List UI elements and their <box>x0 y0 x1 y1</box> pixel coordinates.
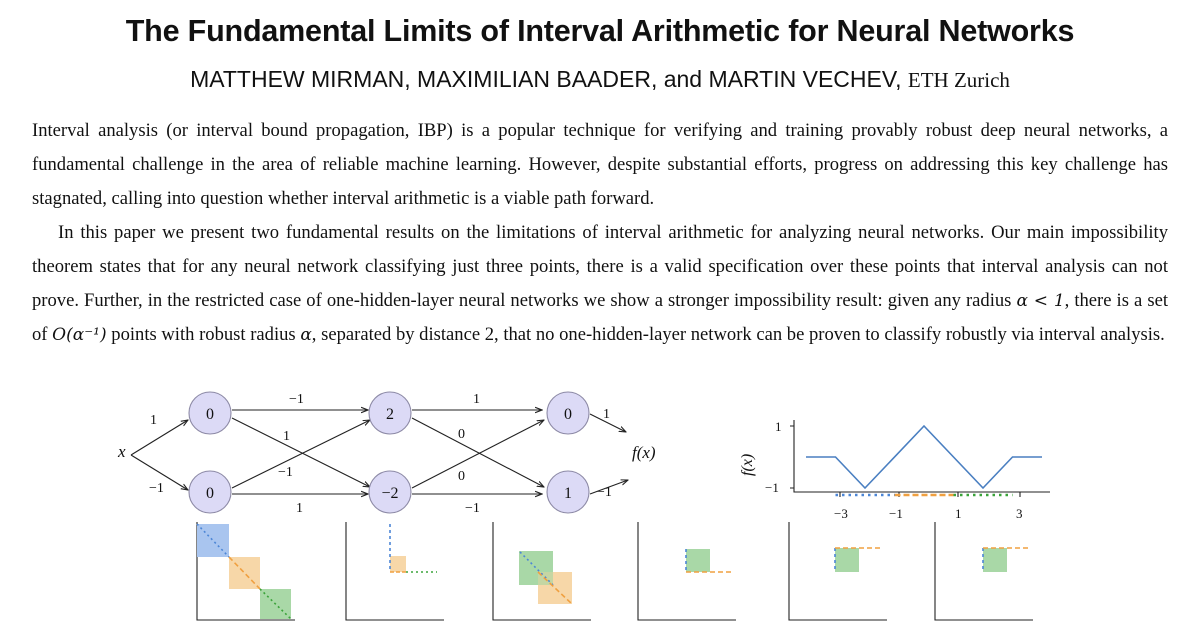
node-l1-bottom <box>189 471 231 513</box>
panel-2-box-orange <box>390 556 406 572</box>
panel-6 <box>935 522 1033 620</box>
edge-label-in-bottom: −1 <box>149 481 164 496</box>
panel-1 <box>197 522 295 620</box>
panel-2 <box>346 522 444 620</box>
series-line-f <box>806 426 1042 488</box>
y-axis-label: f(x) <box>739 453 756 476</box>
node-l1-top <box>189 392 231 434</box>
edge-label-l2-bb: −1 <box>465 501 480 516</box>
edge-label-l2-tb: 0 <box>458 427 465 442</box>
abstract-text: , there is a set of <box>32 290 1168 345</box>
x-tick-label-neg3: −3 <box>834 506 848 521</box>
abstract-text: , separated by distance 2, that no one-hidden-layer network can be proven to classify robustly via interval analysis. <box>311 324 1165 345</box>
abstract-text: In this paper we present two fundamental results on the limitations of interval arithmetic for analyzing neural networks. Our main impossibility theorem states that for any neural network classifying just three points, there is a valid specification over these points that interval analysis can not prove. Further, in the restricted case of one-hidden-layer neural networks we show a stronger impossibility result: given any radius <box>32 222 1168 311</box>
output-label: f(x) <box>632 443 656 462</box>
y-tick-marks <box>790 426 794 488</box>
panel-4-box-green <box>686 549 710 572</box>
edge-label-l1-bt: −1 <box>278 465 293 480</box>
edge-label-l1-tt: −1 <box>289 392 304 407</box>
edge-l2-bottom-top <box>412 420 544 488</box>
edge-label-l1-tb: 1 <box>283 429 290 444</box>
node-l2-bottom-value: −2 <box>381 485 399 502</box>
edge-label-out-bottom: −1 <box>597 485 612 500</box>
authors: MATTHEW MIRMAN, MAXIMILIAN BAADER, and MARTIN VECHEV, <box>190 66 902 92</box>
input-label: x <box>118 442 126 461</box>
x-tick-label-1: 1 <box>955 506 962 521</box>
edge-label-in-top: 1 <box>150 413 157 428</box>
abstract-text: points with robust radius <box>106 324 301 345</box>
node-l1-bottom-value: 0 <box>206 485 214 502</box>
panel-4 <box>638 522 736 620</box>
affiliation: ETH Zurich <box>907 68 1010 92</box>
abstract-paragraph-1: Interval analysis (or interval bound propagation, IBP) is a popular technique for verifying and training provably robust deep neural networks, a fundamental challenge in the area of reliable machine learning. However, despite substantial efforts, progress on addressing this key challenge has stagnated, calling into question whether interval arithmetic is a viable path forward. <box>32 120 1168 209</box>
math-big-o: O(α⁻¹) <box>52 325 107 345</box>
y-tick-label-neg1: −1 <box>765 480 779 495</box>
node-l1-top-value: 0 <box>206 406 214 423</box>
network-diagram <box>117 392 656 516</box>
edge-l1-top-bottom <box>232 418 370 487</box>
node-l3-top <box>547 392 589 434</box>
node-l3-top-value: 0 <box>564 406 572 423</box>
edge-in-top <box>131 420 188 455</box>
math-alpha-lt-1: α < 1 <box>1016 291 1065 311</box>
x-tick-label-neg1: −1 <box>889 506 903 521</box>
edge-label-l1-bb: 1 <box>296 501 303 516</box>
node-l3-bottom <box>547 471 589 513</box>
edge-l2-top-bottom <box>412 418 544 487</box>
edge-l1-bottom-top <box>232 420 370 488</box>
function-plot <box>739 419 1050 521</box>
panel-6-box-green <box>983 548 1007 572</box>
panel-1-box-orange <box>229 557 260 589</box>
node-l2-top <box>369 392 411 434</box>
x-tick-label-3: 3 <box>1016 506 1023 521</box>
node-l2-top-value: 2 <box>386 406 394 423</box>
node-l2-bottom <box>369 471 411 513</box>
panel-5 <box>789 522 887 620</box>
edge-label-out-top: 1 <box>603 407 610 422</box>
edge-label-l2-tt: 1 <box>473 392 480 407</box>
plot-axes <box>794 420 1050 492</box>
node-l3-bottom-value: 1 <box>564 485 572 502</box>
panel-3 <box>493 522 591 620</box>
panel-5-box-green <box>835 548 859 572</box>
y-tick-label-1: 1 <box>775 419 782 434</box>
edge-label-l2-bt: 0 <box>458 469 465 484</box>
math-alpha: α <box>300 325 312 345</box>
paper-title: The Fundamental Limits of Interval Arithmetic for Neural Networks <box>125 14 1075 48</box>
